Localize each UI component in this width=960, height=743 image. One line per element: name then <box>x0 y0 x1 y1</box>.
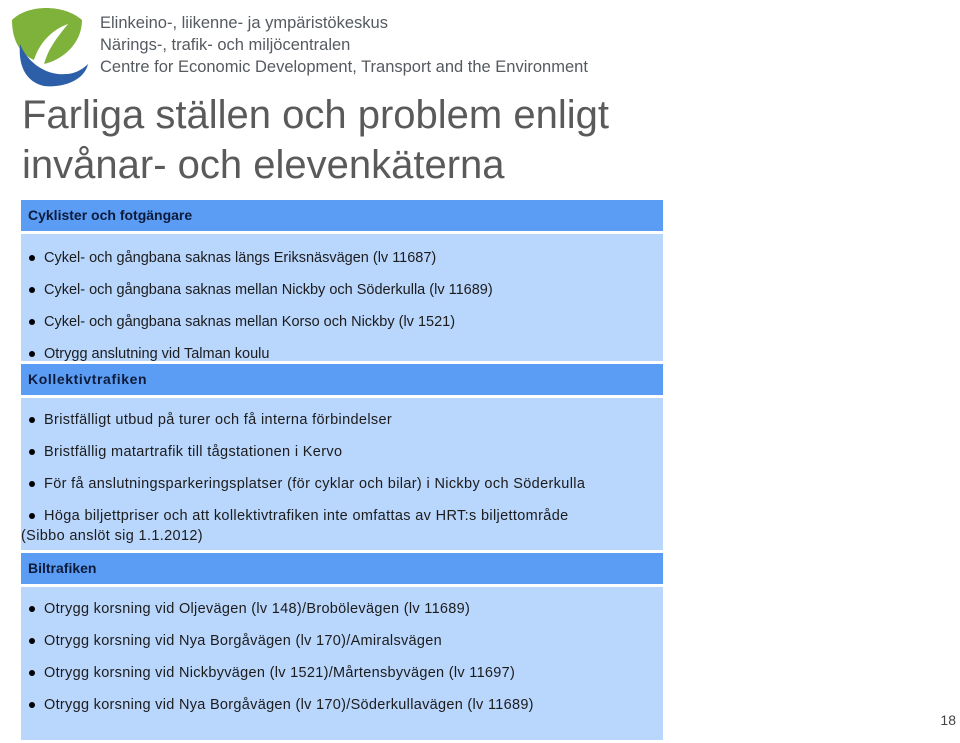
section-heading-public-transport: Kollektivtrafiken <box>21 364 663 395</box>
section-heading-cyclists: Cyklister och fotgängare <box>21 200 663 231</box>
list-item: Otrygg korsning vid Nickbyvägen (lv 1521)/Mårtensbyvägen (lv 11697) <box>21 663 663 683</box>
title-line-1: Farliga ställen och problem enligt <box>22 93 609 137</box>
bullet-icon <box>29 449 35 455</box>
ely-centre-logo <box>4 2 90 88</box>
list-item: Otrygg korsning vid Nya Borgåvägen (lv 170)/Söderkullavägen (lv 11689) <box>21 695 663 715</box>
list-item: Otrygg anslutning vid Talman koulu <box>21 344 663 364</box>
section-body-public-transport <box>21 398 663 550</box>
bullet-icon <box>29 513 35 519</box>
list-item: Höga biljettpriser och att kollektivtrafiken inte omfattas av HRT:s biljettområde (Sibbo anslöt sig 1.1.2012) <box>21 508 569 544</box>
bullet-icon <box>29 351 35 357</box>
list-item: För få anslutningsparkeringsplatser (för cyklar och bilar) i Nickby och Söderkulla <box>21 474 663 494</box>
problem-table <box>21 200 663 743</box>
title-line-2: invånar- och elevenkäterna <box>22 143 505 187</box>
list-item: Otrygg korsning vid Oljevägen (lv 148)/Brobölevägen (lv 11689) <box>21 599 663 619</box>
section-body-car-traffic <box>21 587 663 740</box>
list-item: Otrygg korsning vid Nya Borgåvägen (lv 170)/Amiralsvägen <box>21 631 663 651</box>
list-item: Bristfälligt utbud på turer och få interna förbindelser <box>21 410 663 430</box>
bullet-icon <box>29 417 35 423</box>
bullet-icon <box>29 638 35 644</box>
org-name-swedish: Närings-, trafik- och miljöcentralen <box>100 36 351 54</box>
org-name-finnish: Elinkeino-, liikenne- ja ympäristökeskus <box>100 14 388 32</box>
list-item: Cykel- och gångbana saknas mellan Nickby och Söderkulla (lv 11689) <box>21 280 663 300</box>
list-item: Bristfällig matartrafik till tågstationen i Kervo <box>21 442 663 462</box>
list-item: Cykel- och gångbana saknas mellan Korso och Nickby (lv 1521) <box>21 312 663 332</box>
org-name-english: Centre for Economic Development, Transport and the Environment <box>100 58 588 76</box>
section-body-cyclists <box>21 234 663 361</box>
bullet-icon <box>29 702 35 708</box>
slide-title <box>22 90 609 190</box>
section-heading-car-traffic: Biltrafiken <box>21 553 663 584</box>
bullet-icon <box>29 481 35 487</box>
list-item: Cykel- och gångbana saknas längs Eriksnäsvägen (lv 11687) <box>21 248 663 268</box>
bullet-icon <box>29 319 35 325</box>
bullet-icon <box>29 287 35 293</box>
bullet-icon <box>29 670 35 676</box>
bullet-icon <box>29 606 35 612</box>
organization-name <box>100 12 588 78</box>
bullet-icon <box>29 255 35 261</box>
page-number: 18 <box>940 712 956 728</box>
